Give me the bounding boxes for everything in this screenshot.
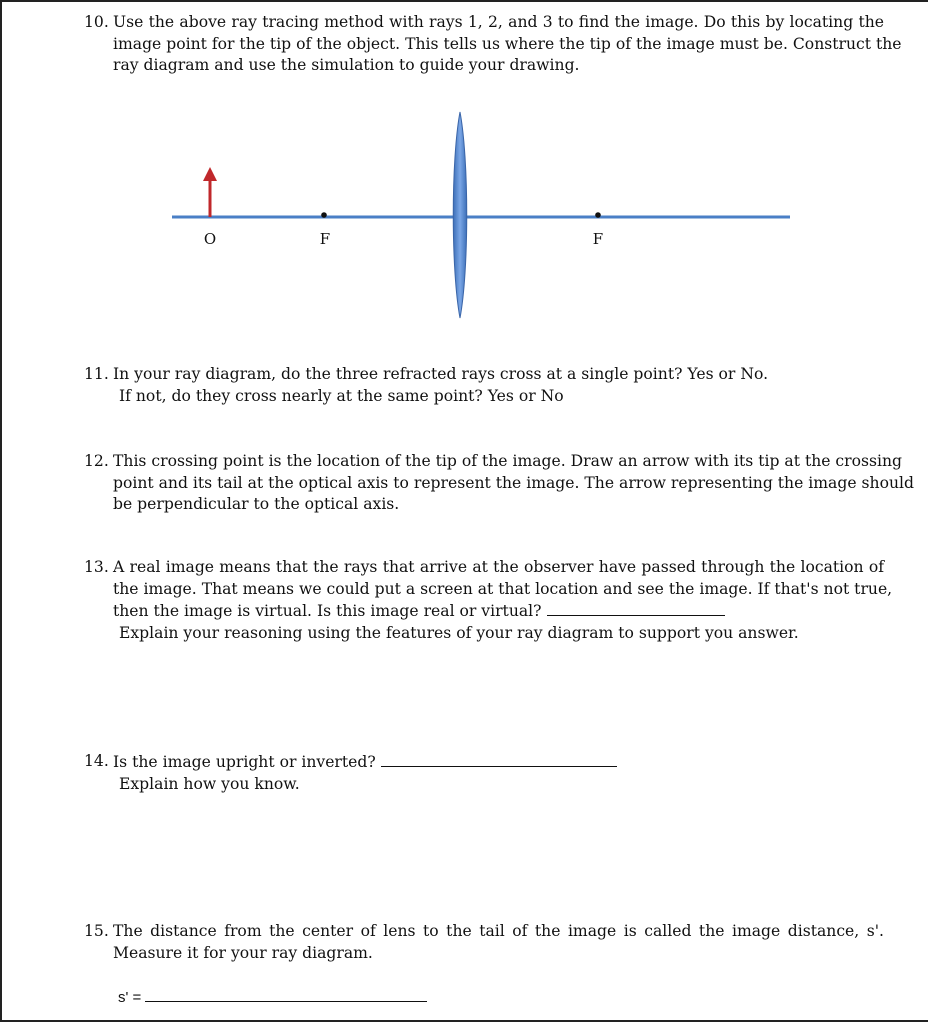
ray-diagram (0, 0, 930, 340)
question-text-line: be perpendicular to the optical axis. (113, 495, 400, 513)
question-text: then the image is virtual. Is this image real or virtual? (113, 602, 542, 620)
answer-label: s' = (118, 989, 142, 1006)
question-text-line: The distance from the center of lens to the tail of the image is called the image distance, s'. (113, 922, 884, 940)
question-14 (84, 751, 884, 795)
question-text-line: ray diagram and use the simulation to guide your drawing. (113, 56, 580, 74)
focal-point-left (321, 212, 327, 218)
question-number: 14. (84, 752, 109, 770)
question-text-line: Explain your reasoning using the features of your ray diagram to support you answer. (119, 623, 799, 642)
question-text-line: Use the above ray tracing method with rays 1, 2, and 3 to find the image. Do this by locating the (113, 13, 884, 31)
question-11 (84, 364, 884, 407)
question-text: Is the image upright or inverted? (113, 753, 376, 771)
focal-left-label: F (319, 230, 331, 248)
question-text-line: point and its tail at the optical axis to represent the image. The arrow representing the image should (113, 473, 914, 492)
question-number: 12. (84, 452, 109, 470)
question-text-line (113, 600, 884, 623)
question-number: 11. (84, 365, 109, 383)
question-text-line: Explain how you know. (119, 774, 300, 793)
image-distance-answer (118, 986, 427, 1006)
real-or-virtual-answer-blank[interactable] (547, 600, 725, 616)
question-number: 13. (84, 558, 109, 576)
upright-or-inverted-answer-blank[interactable] (381, 751, 617, 767)
question-text-line (113, 751, 884, 774)
focal-point-right (595, 212, 601, 218)
object-arrow-head (203, 167, 217, 181)
question-15 (84, 921, 884, 964)
question-12 (84, 451, 914, 516)
convex-lens (453, 112, 467, 318)
question-text-line: the image. That means we could put a screen at that location and see the image. If that's not true, (113, 579, 893, 598)
object-label: O (203, 230, 217, 248)
question-text-line: If not, do they cross nearly at the same point? Yes or No (119, 386, 564, 405)
question-text-line: A real image means that the rays that arrive at the observer have passed through the location of (113, 558, 884, 576)
question-text-line: image point for the tip of the object. This tells us where the tip of the image must be. Construct the (113, 34, 902, 53)
question-number: 10. (84, 13, 109, 31)
question-text-line: Measure it for your ray diagram. (113, 943, 373, 962)
question-number: 15. (84, 922, 109, 940)
focal-right-label: F (592, 230, 604, 248)
question-text-line: This crossing point is the location of the tip of the image. Draw an arrow with its tip at the crossing (113, 452, 903, 470)
image-distance-answer-blank[interactable] (145, 986, 427, 1002)
question-text-line: In your ray diagram, do the three refracted rays cross at a single point? Yes or No. (113, 365, 769, 383)
question-13 (84, 557, 893, 644)
